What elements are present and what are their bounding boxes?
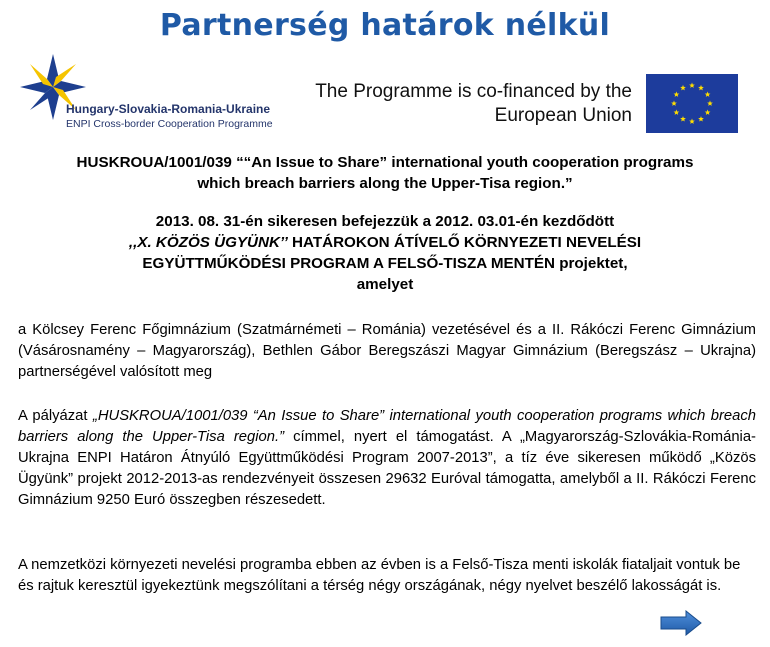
cofinance-line-2: European Union xyxy=(494,105,632,126)
completion-line-2 xyxy=(0,232,770,253)
cofinance-line-1: The Programme is co-financed by the xyxy=(315,81,632,102)
completion-line-3: EGYÜTTMŰKÖDÉSI PROGRAM A FELSŐ-TISZA MENTÉN projektet, xyxy=(142,255,628,272)
completion-heading xyxy=(0,211,770,295)
arrow-right-icon[interactable] xyxy=(660,610,702,636)
programme-logo xyxy=(18,52,308,138)
partners-paragraph: a Kölcsey Ferenc Főgimnázium (Szatmárnémeti – Románia) vezetésével és a II. Rákóczi Ferenc Gimnázium (Vásárosnamény – Magyarország), Bethlen Gábor Beregszászi Magyar Gimnázium (Beregszász – Ukrajna) partnerségével valósított meg xyxy=(18,322,756,380)
funding-paragraph xyxy=(18,406,756,511)
program-name-rest: HATÁROKON ÁTÍVELŐ KÖRNYEZETI NEVELÉSI xyxy=(287,234,642,251)
completion-line-4: amelyet xyxy=(356,276,414,293)
project-title-line-1: HUSKROUA/1001/039 ““An Issue to Share” international youth cooperation programs xyxy=(76,154,694,171)
programme-subtitle: ENPI Cross-border Cooperation Programme xyxy=(66,118,273,130)
funding-project-title: „HUSKROUA/1001/039 “An Issue to Share” international youth cooperation programs which breach barriers along the Upper-Tisa region.” xyxy=(18,408,756,445)
project-title-heading xyxy=(0,152,770,194)
programme-name: Hungary-Slovakia-Romania-Ukraine xyxy=(66,102,271,116)
project-title-line-2: which breach barriers along the Upper-Tisa region.” xyxy=(197,175,573,192)
eu-flag-icon xyxy=(646,74,738,133)
page-title: Partnerség határok nélkül xyxy=(159,8,611,43)
funding-prefix: A pályázat xyxy=(18,408,93,424)
program-paragraph: A nemzetközi környezeti nevelési programba ebben az évben is a Felső-Tisza menti iskolák fiataljait vontuk be és rajtuk keresztül igyekeztünk megszólítani a térség négy országának, négy nyelvet beszélő lakosságát is. xyxy=(18,557,741,594)
completion-line-1: 2013. 08. 31-én sikeresen befejezzük a 2012. 03.01-én kezdődött xyxy=(155,213,615,230)
cofinance-text xyxy=(312,80,632,128)
funding-rest: címmel, nyert el támogatást. A „Magyarország-Szlovákia-Románia-Ukrajna ENPI Határon Átnyúló Együttműködési Program 2007-2013”, a tíz éve sikeresen működő „Közös Ügyünk” projekt 2012-2013-as rendezvényeit összesen 29632 Euróval támogatta, amelyből a II. Rákóczi Ferenc Gimnázium 9250 Euró összegben részesedett. xyxy=(18,429,756,508)
program-name-italic: ,,X. KÖZÖS ÜGYÜNK’’ xyxy=(128,234,288,251)
